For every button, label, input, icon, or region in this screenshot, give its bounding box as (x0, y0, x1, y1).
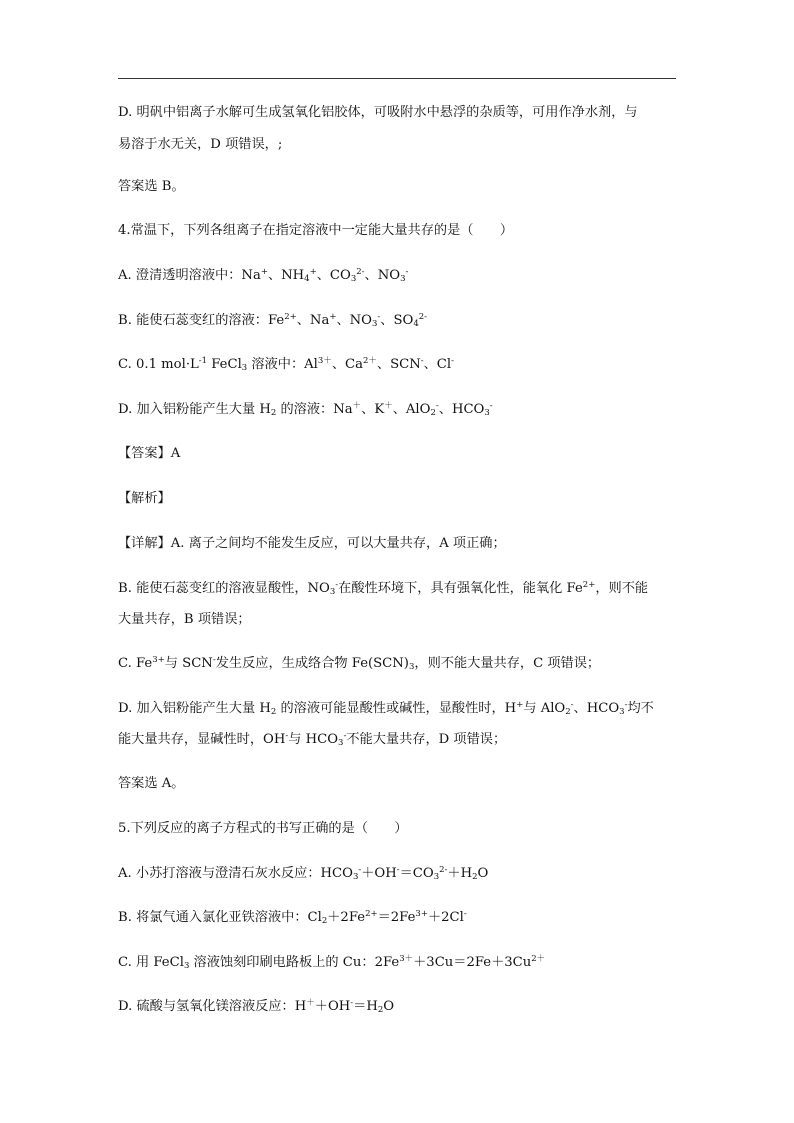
q4-option-c: C. 0.1 $mol\cdot L^{-1}$ FeCl$_3$ 溶液中：$Al^{3+}$、$Ca^{2+}$、SCN-、Cl- (118, 356, 454, 373)
q4-option-d: D. 加入铝粉能产生大量 $H_2$ 的溶液：Na＋、K＋、AlO$_2$-、$HCO_3^-$ (118, 401, 493, 418)
q4-detail-d: D. 加入铝粉能产生大量 $H_2$ 的溶液可能显酸性或碱性，显酸性时，H+与 AlO$_2$-、$HCO_3^-$均不 (118, 700, 654, 717)
q4-answer: 【答案】A (118, 446, 181, 461)
q4-option-a: A. 澄清透明溶液中：Na+、$NH_4^+$、$CO_3^{2-}$、$NO_3^-$ (118, 267, 409, 284)
q5-option-c: C. 用 FeCl$_3$ 溶液蚀刻印刷电路板上的 Cu：$2Fe^{3+}+3Cu=2Fe+3Cu^{2+}$ (118, 954, 546, 971)
q4-option-b: B. 能使石蕊变红的溶液：$Fe^{2+}$、Na+、$NO_3^-$、$SO_4^{2-}$ (118, 312, 428, 329)
q5-option-d: D. 硫酸与氢氧化镁溶液反应：$H^++OH^-=H_2O$ (118, 998, 395, 1015)
q4-answer-line: 答案选 A。 (118, 776, 185, 791)
q4-detail-c: C. $Fe^{3+}$与 SCN-发生反应，生成络合物 $Fe(SCN)_3$，则不能大量共存，C 项错误； (118, 655, 601, 672)
q4-detail-a: 【详解】A. 离子之间均不能发生反应，可以大量共存，A 项正确； (118, 536, 506, 551)
q5-option-a: A. 小苏打溶液与澄清石灰水反应：$HCO_3^-+OH^-=CO_3^{2-}+H_2O$ (118, 865, 489, 882)
q4-stem: 4.常温下，下列各组离子在指定溶液中一定能大量共存的是（ ） (118, 223, 514, 238)
q3-answer-line: 答案选 B。 (118, 179, 185, 194)
q4-detail-d-cont: 能大量共存，显碱性时，OH-与 $HCO_3^-$不能大量共存，D 项错误； (118, 731, 507, 748)
q3-option-d-explanation: D. 明矾中铝离子水解可生成氢氧化铝胶体，可吸附水中悬浮的杂质等，可用作净水剂，与 (118, 105, 638, 120)
q4-detail-b-cont: 大量共存，B 项错误； (118, 612, 251, 627)
q4-detail-b: B. 能使石蕊变红的溶液显酸性，$NO_3^-$在酸性环境下，具有强氧化性，能氧化 $Fe^{2+}$，则不能 (118, 580, 649, 597)
q5-option-b: B. 将氯气通入氯化亚铁溶液中：$Cl_2+2Fe^{2+}=2Fe^{3+}+2Cl^-$ (118, 909, 467, 926)
header-rule (118, 78, 676, 79)
q3-option-d-explanation-cont: 易溶于水无关，D 项错误，; (118, 137, 283, 152)
q5-stem: 5.下列反应的离子方程式的书写正确的是（ ） (118, 821, 408, 836)
q4-analysis-heading: 【解析】 (118, 491, 171, 506)
